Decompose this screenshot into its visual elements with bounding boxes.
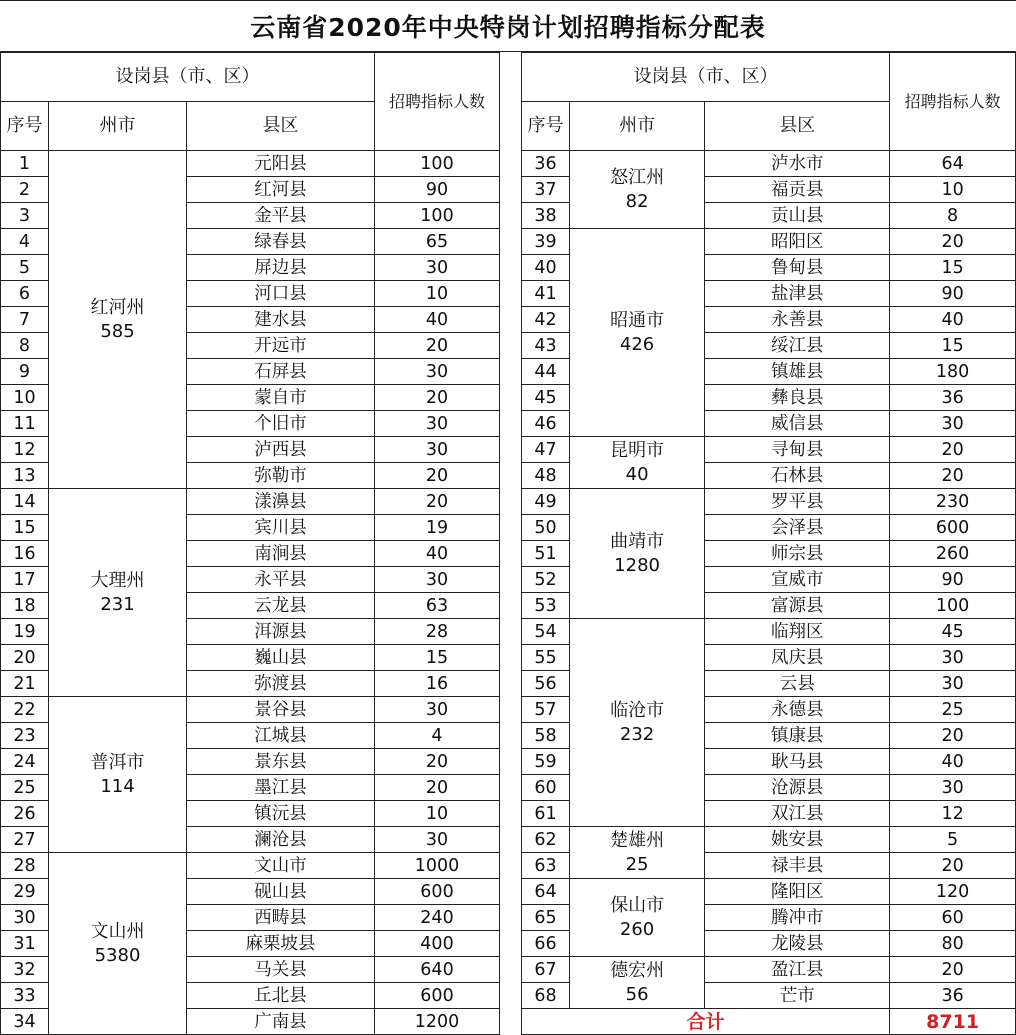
prefecture-name: 昭通市 [610,309,665,331]
quota-cell: 40 [375,307,500,333]
quota-cell: 30 [890,775,1016,801]
county-cell: 云县 [705,671,890,697]
county-cell: 江城县 [187,723,375,749]
seq-cell: 49 [522,489,570,515]
prefecture-cell [569,879,704,957]
seq-cell: 57 [522,697,570,723]
county-cell: 昭阳区 [705,229,890,255]
prefecture-name: 怒江州 [610,166,665,188]
quota-cell: 10 [375,281,500,307]
county-cell: 金平县 [187,203,375,229]
seq-cell: 67 [522,957,570,983]
seq-cell: 2 [1,177,49,203]
county-cell: 腾冲市 [705,905,890,931]
location-header: 设岗县（市、区） [1,53,375,102]
county-cell: 会泽县 [705,515,890,541]
county-cell: 龙陵县 [705,931,890,957]
seq-cell: 58 [522,723,570,749]
county-cell: 砚山县 [187,879,375,905]
prefecture-name: 文山州 [90,920,145,942]
table-row [1,697,500,723]
county-cell: 凤庆县 [705,645,890,671]
quota-cell: 40 [890,749,1016,775]
seq-cell: 50 [522,515,570,541]
table-row [1,489,500,515]
seq-cell: 40 [522,255,570,281]
quota-cell: 80 [890,931,1016,957]
quota-cell: 1200 [375,1009,500,1035]
county-cell: 宣威市 [705,567,890,593]
county-cell: 沧源县 [705,775,890,801]
quota-cell: 90 [890,281,1016,307]
quota-cell: 10 [375,801,500,827]
seq-cell: 16 [1,541,49,567]
county-cell: 屏边县 [187,255,375,281]
prefecture-name: 普洱市 [90,751,145,773]
quota-cell: 20 [890,463,1016,489]
county-cell: 蒙自市 [187,385,375,411]
seq-cell: 42 [522,307,570,333]
county-cell: 鲁甸县 [705,255,890,281]
prefecture-cell [49,151,187,489]
county-cell: 广南县 [187,1009,375,1035]
quota-cell: 16 [375,671,500,697]
quota-cell: 230 [890,489,1016,515]
county-cell: 永平县 [187,567,375,593]
seq-cell: 60 [522,775,570,801]
seq-cell: 27 [1,827,49,853]
quota-cell: 64 [890,151,1016,177]
prefecture-total: 25 [625,853,649,875]
county-cell: 威信县 [705,411,890,437]
county-cell: 个旧市 [187,411,375,437]
county-cell: 姚安县 [705,827,890,853]
county-cell: 石屏县 [187,359,375,385]
seq-cell: 18 [1,593,49,619]
seq-cell: 68 [522,983,570,1009]
county-cell: 澜沧县 [187,827,375,853]
seq-cell: 1 [1,151,49,177]
county-cell: 开远市 [187,333,375,359]
table-row [522,437,1016,463]
seq-cell: 59 [522,749,570,775]
quota-cell: 20 [890,437,1016,463]
panel-divider [500,52,521,1022]
seq-cell: 23 [1,723,49,749]
county-cell: 弥渡县 [187,671,375,697]
county-cell: 贡山县 [705,203,890,229]
seq-cell: 38 [522,203,570,229]
seq-cell: 64 [522,879,570,905]
table-row [522,489,1016,515]
quota-cell: 30 [375,255,500,281]
seq-cell: 10 [1,385,49,411]
prefecture-cell [49,489,187,697]
seq-cell: 20 [1,645,49,671]
county-cell: 马关县 [187,957,375,983]
county-cell: 耿马县 [705,749,890,775]
quota-cell: 40 [890,307,1016,333]
quota-cell: 90 [890,567,1016,593]
county-cell: 寻甸县 [705,437,890,463]
county-cell: 巍山县 [187,645,375,671]
prefecture-total: 114 [100,775,135,797]
quota-cell: 5 [890,827,1016,853]
quota-cell: 15 [375,645,500,671]
quota-cell: 400 [375,931,500,957]
county-cell: 丘北县 [187,983,375,1009]
prefecture-cell [49,853,187,1035]
prefecture-name: 昆明市 [610,439,665,461]
quota-cell: 65 [375,229,500,255]
seq-cell: 30 [1,905,49,931]
seq-cell: 29 [1,879,49,905]
quota-cell: 30 [375,567,500,593]
prefecture-name: 红河州 [90,296,145,318]
seq-cell: 9 [1,359,49,385]
seq-cell: 13 [1,463,49,489]
seq-cell: 48 [522,463,570,489]
seq-cell: 41 [522,281,570,307]
seq-cell: 66 [522,931,570,957]
quota-cell: 600 [375,983,500,1009]
prefecture-cell [569,827,704,879]
prefecture-name: 保山市 [610,894,665,916]
county-cell: 石林县 [705,463,890,489]
county-cell: 双江县 [705,801,890,827]
quota-cell: 25 [890,697,1016,723]
county-cell: 罗平县 [705,489,890,515]
seq-cell: 25 [1,775,49,801]
county-cell: 镇雄县 [705,359,890,385]
quota-cell: 19 [375,515,500,541]
county-cell: 弥勒市 [187,463,375,489]
quota-cell: 20 [375,775,500,801]
county-cell: 河口县 [187,281,375,307]
county-cell: 墨江县 [187,775,375,801]
seq-cell: 15 [1,515,49,541]
prefecture-name: 曲靖市 [610,530,665,552]
quota-cell: 20 [375,385,500,411]
quota-cell: 30 [375,697,500,723]
seq-cell: 53 [522,593,570,619]
seq-cell: 32 [1,957,49,983]
total-label: 合计 [522,1009,890,1035]
seq-cell: 4 [1,229,49,255]
quota-cell: 30 [375,411,500,437]
county-cell: 临翔区 [705,619,890,645]
table-row [1,151,500,177]
county-header: 县区 [187,102,375,151]
county-cell: 盐津县 [705,281,890,307]
table-row [522,827,1016,853]
prefecture-total: 426 [619,333,655,355]
county-cell: 漾濞县 [187,489,375,515]
county-cell: 文山市 [187,853,375,879]
prefecture-total: 260 [619,918,655,940]
seq-cell: 39 [522,229,570,255]
county-cell: 泸西县 [187,437,375,463]
seq-cell: 12 [1,437,49,463]
quota-cell: 30 [890,671,1016,697]
seq-cell: 28 [1,853,49,879]
seq-cell: 36 [522,151,570,177]
table-row [522,229,1016,255]
seq-cell: 52 [522,567,570,593]
seq-cell: 43 [522,333,570,359]
quota-cell: 36 [890,385,1016,411]
left-quota-table [0,52,500,1035]
right-quota-table [521,52,1016,1035]
seq-cell: 55 [522,645,570,671]
county-cell: 富源县 [705,593,890,619]
quota-cell: 30 [375,359,500,385]
table-row [1,853,500,879]
county-cell: 镇沅县 [187,801,375,827]
quota-cell: 20 [890,853,1016,879]
prefecture-total: 82 [625,190,649,212]
seq-cell: 5 [1,255,49,281]
county-header: 县区 [705,102,890,151]
county-cell: 福贡县 [705,177,890,203]
quota-cell: 20 [375,489,500,515]
seq-cell: 6 [1,281,49,307]
quota-cell: 120 [890,879,1016,905]
prefecture-cell [569,151,704,229]
seq-cell: 21 [1,671,49,697]
seq-cell: 45 [522,385,570,411]
county-cell: 南涧县 [187,541,375,567]
county-cell: 镇康县 [705,723,890,749]
prefecture-total: 232 [619,723,655,745]
prefecture-total: 40 [625,463,649,485]
quota-header: 招聘指标人数 [375,53,500,151]
prefecture-cell [569,437,704,489]
seq-cell: 44 [522,359,570,385]
seq-cell: 31 [1,931,49,957]
quota-cell: 600 [890,515,1016,541]
quota-cell: 30 [375,437,500,463]
quota-cell: 30 [375,827,500,853]
quota-cell: 30 [890,645,1016,671]
seq-cell: 54 [522,619,570,645]
quota-cell: 180 [890,359,1016,385]
quota-cell: 10 [890,177,1016,203]
seq-cell: 22 [1,697,49,723]
quota-cell: 63 [375,593,500,619]
county-cell: 红河县 [187,177,375,203]
quota-cell: 20 [890,957,1016,983]
prefecture-name: 大理州 [90,569,145,591]
county-cell: 景谷县 [187,697,375,723]
quota-cell: 20 [375,463,500,489]
quota-cell: 600 [375,879,500,905]
quota-cell: 100 [375,203,500,229]
quota-cell: 45 [890,619,1016,645]
county-cell: 隆阳区 [705,879,890,905]
prefecture-header: 州市 [49,102,187,151]
right-table-panel [521,52,1016,1035]
quota-cell: 100 [890,593,1016,619]
prefecture-header: 州市 [569,102,704,151]
total-value: 8711 [890,1009,1016,1035]
page-title: 云南省2020年中央特岗计划招聘指标分配表 [0,0,1016,52]
seq-cell: 11 [1,411,49,437]
county-cell: 绥江县 [705,333,890,359]
prefecture-total: 5380 [94,944,141,966]
seq-cell: 7 [1,307,49,333]
seq-cell: 62 [522,827,570,853]
quota-cell: 100 [375,151,500,177]
quota-cell: 4 [375,723,500,749]
quota-cell: 90 [375,177,500,203]
county-cell: 西畴县 [187,905,375,931]
seq-header: 序号 [522,102,570,151]
seq-header: 序号 [1,102,49,151]
quota-cell: 15 [890,255,1016,281]
seq-cell: 3 [1,203,49,229]
prefecture-total: 1280 [614,554,660,576]
quota-cell: 8 [890,203,1016,229]
seq-cell: 17 [1,567,49,593]
prefecture-total: 585 [100,320,135,342]
seq-cell: 46 [522,411,570,437]
county-cell: 建水县 [187,307,375,333]
county-cell: 绿春县 [187,229,375,255]
quota-cell: 20 [890,723,1016,749]
seq-cell: 26 [1,801,49,827]
table-row [522,619,1016,645]
county-cell: 永德县 [705,697,890,723]
location-header: 设岗县（市、区） [522,53,890,102]
seq-cell: 19 [1,619,49,645]
county-cell: 师宗县 [705,541,890,567]
seq-cell: 61 [522,801,570,827]
county-cell: 麻栗坡县 [187,931,375,957]
seq-cell: 24 [1,749,49,775]
quota-cell: 36 [890,983,1016,1009]
prefecture-cell [49,697,187,853]
quota-cell: 640 [375,957,500,983]
county-cell: 彝良县 [705,385,890,411]
quota-cell: 28 [375,619,500,645]
prefecture-name: 楚雄州 [610,829,665,851]
prefecture-cell [569,229,704,437]
prefecture-total: 231 [100,593,135,615]
quota-cell: 15 [890,333,1016,359]
seq-cell: 47 [522,437,570,463]
county-cell: 洱源县 [187,619,375,645]
quota-header: 招聘指标人数 [890,53,1016,151]
table-row [522,879,1016,905]
seq-cell: 56 [522,671,570,697]
quota-cell: 20 [375,333,500,359]
table-row [522,957,1016,983]
prefecture-total: 56 [625,983,649,1005]
prefecture-cell [569,957,704,1009]
quota-cell: 1000 [375,853,500,879]
prefecture-cell [569,489,704,619]
seq-cell: 14 [1,489,49,515]
quota-cell: 30 [890,411,1016,437]
county-cell: 芒市 [705,983,890,1009]
table-row [522,151,1016,177]
county-cell: 元阳县 [187,151,375,177]
county-cell: 云龙县 [187,593,375,619]
left-table-panel [0,52,500,1035]
quota-cell: 20 [890,229,1016,255]
quota-cell: 12 [890,801,1016,827]
seq-cell: 33 [1,983,49,1009]
quota-cell: 260 [890,541,1016,567]
seq-cell: 34 [1,1009,49,1035]
prefecture-name: 德宏州 [610,959,665,981]
prefecture-name: 临沧市 [610,699,665,721]
quota-cell: 20 [375,749,500,775]
county-cell: 禄丰县 [705,853,890,879]
seq-cell: 65 [522,905,570,931]
seq-cell: 37 [522,177,570,203]
county-cell: 盈江县 [705,957,890,983]
seq-cell: 63 [522,853,570,879]
county-cell: 宾川县 [187,515,375,541]
county-cell: 景东县 [187,749,375,775]
quota-cell: 40 [375,541,500,567]
county-cell: 泸水市 [705,151,890,177]
seq-cell: 51 [522,541,570,567]
quota-cell: 240 [375,905,500,931]
seq-cell: 8 [1,333,49,359]
county-cell: 永善县 [705,307,890,333]
prefecture-cell [569,619,704,827]
quota-cell: 60 [890,905,1016,931]
